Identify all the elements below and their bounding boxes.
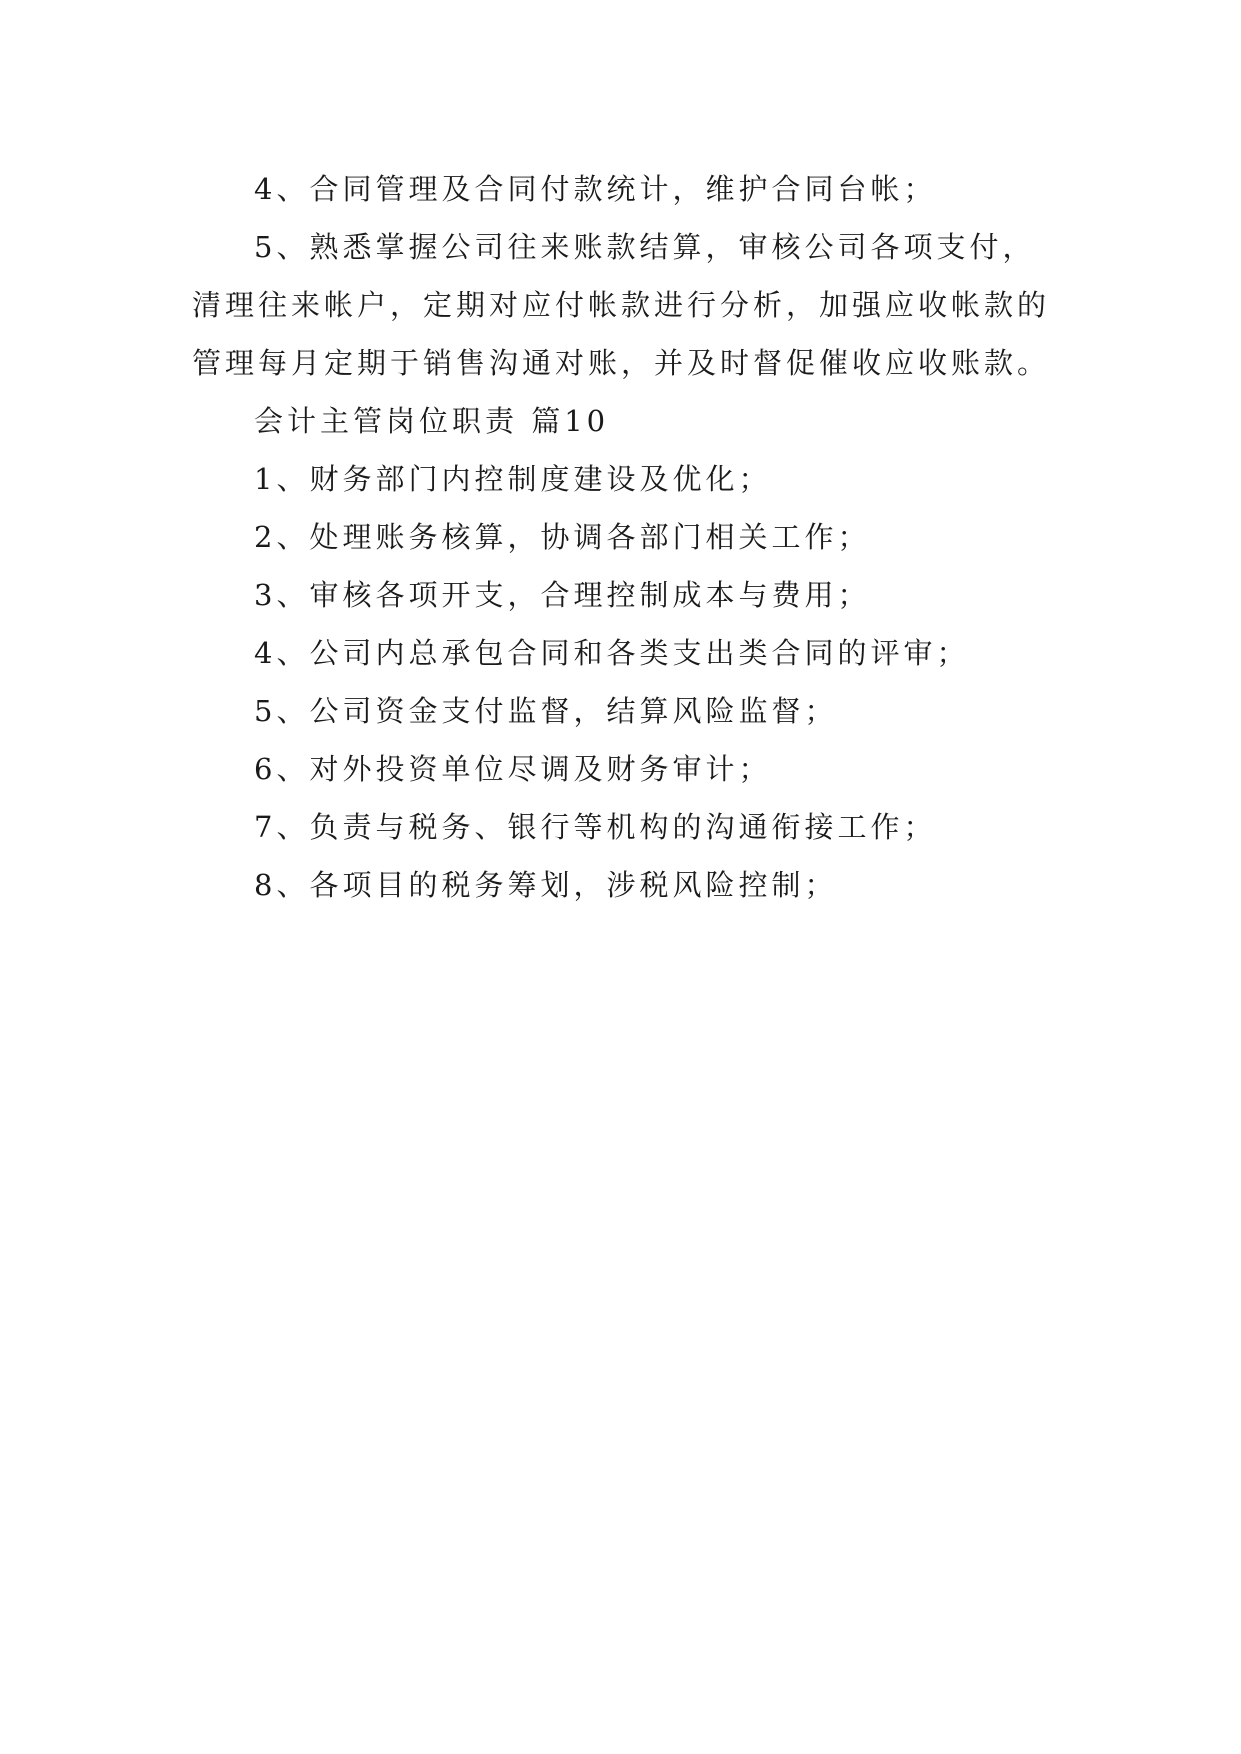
list-item: 7、负责与税务、银行等机构的沟通衔接工作； (254, 810, 937, 844)
document-body (192, 160, 1072, 914)
paragraph-line: 清理往来帐户，定期对应付帐款进行分析，加强应收帐款的 (192, 288, 1051, 322)
list-item: 1、财务部门内控制度建设及优化； (254, 462, 772, 496)
list-item: 6、对外投资单位尽调及财务审计； (254, 752, 772, 786)
paragraph-line: 4、合同管理及合同付款统计，维护合同台帐； (254, 172, 937, 206)
list-item: 8、各项目的税务筹划，涉税风险控制； (254, 868, 838, 902)
list-item: 3、审核各项开支，合理控制成本与费用； (254, 578, 871, 612)
paragraph-line: 管理每月定期于销售沟通对账，并及时督促催收应收账款。 (192, 346, 1051, 380)
paragraph-line: 5、熟悉掌握公司往来账款结算，审核公司各项支付， (254, 230, 1036, 264)
section-heading: 会计主管岗位职责 篇10 (254, 404, 610, 438)
list-item: 2、处理账务核算，协调各部门相关工作； (254, 520, 871, 554)
list-item: 4、公司内总承包合同和各类支出类合同的评审； (254, 636, 970, 670)
list-item: 5、公司资金支付监督，结算风险监督； (254, 694, 838, 728)
